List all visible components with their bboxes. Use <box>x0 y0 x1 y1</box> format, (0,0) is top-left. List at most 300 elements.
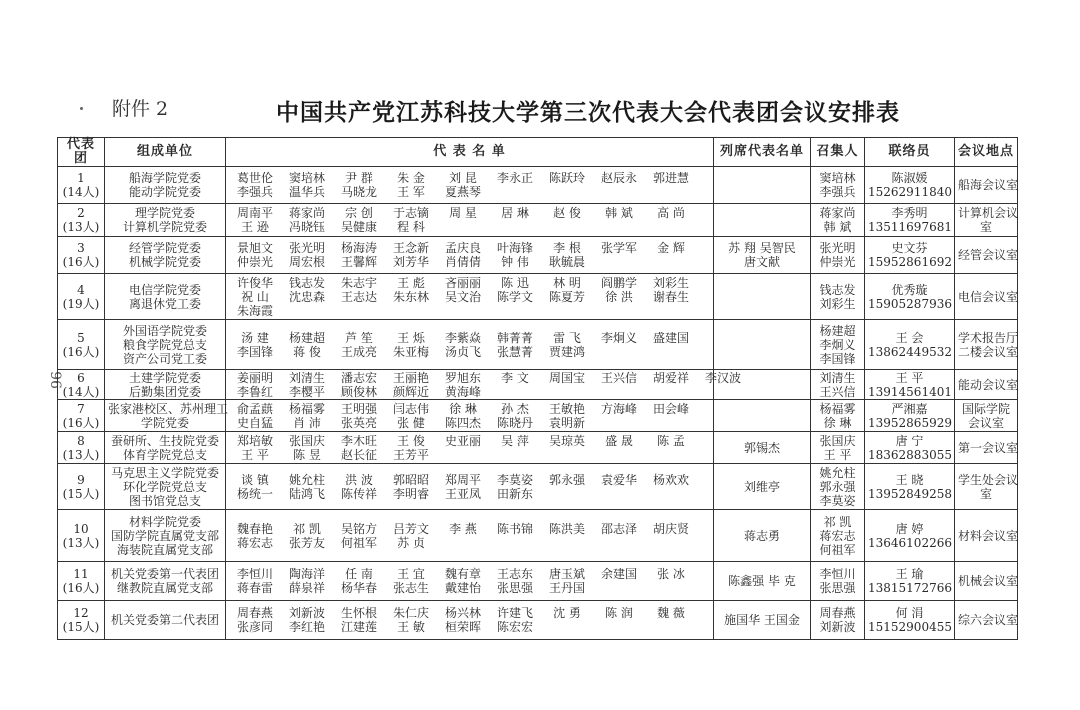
delegate-name: 余建国 <box>600 567 637 581</box>
attendees-cell <box>714 510 811 562</box>
convener-cell <box>811 167 865 204</box>
liaison-cell <box>865 601 955 640</box>
liaison-cell-line: 15905287936 <box>868 296 952 311</box>
convener-cell <box>811 370 865 400</box>
convener-cell-line: 李炯义 <box>819 337 856 352</box>
delegate-names-line <box>229 581 710 595</box>
liaison-cell <box>865 320 955 370</box>
delegate-name: 尹 群 <box>345 171 373 185</box>
convener-cell-line: 李恒川 <box>819 567 856 581</box>
delegate-name: 刘新波 <box>288 606 325 620</box>
location-cell-line: 二楼会议室 <box>958 344 1019 359</box>
delegate-names-cell <box>226 204 714 237</box>
delegation-cell <box>58 601 105 640</box>
units-cell <box>105 464 226 510</box>
delegation-cell-line: (13人) <box>62 535 100 550</box>
convener-cell-line: 徐 琳 <box>823 415 852 430</box>
header-delegation: 代表团 <box>58 138 105 167</box>
convener-cell-line: 张光明 <box>819 241 856 255</box>
units-cell-line: 学院党委 <box>140 415 189 430</box>
delegate-name: 仲崇光 <box>236 255 273 269</box>
delegation-cell-line: 5 <box>77 330 85 345</box>
delegation-cell-line: (15人) <box>62 620 100 634</box>
delegate-name: 李紫焱 <box>444 330 481 345</box>
delegate-name: 魏有章 <box>444 567 481 581</box>
delegate-name: 王志达 <box>340 289 377 304</box>
table-header-row <box>58 138 1018 167</box>
delegation-cell <box>58 464 105 510</box>
delegate-name: 钱志发 <box>288 275 325 290</box>
units-cell-line: 土建学院党委 <box>128 370 201 385</box>
delegate-name: 袁明新 <box>548 415 585 430</box>
delegate-names-cell <box>226 370 741 400</box>
delegate-names-line <box>229 370 741 385</box>
delegate-name: 陈 迅 <box>501 275 529 290</box>
table-row <box>58 601 1018 640</box>
delegate-name: 桓荣晖 <box>444 620 481 634</box>
liaison-cell-line: 18362883055 <box>868 447 952 462</box>
delegate-name: 杨福雾 <box>288 401 325 416</box>
units-cell <box>105 237 226 274</box>
convener-cell-line: 蒋家尚 <box>819 206 856 220</box>
delegate-name: 田新东 <box>496 486 533 501</box>
delegate-names-line <box>229 185 710 199</box>
delegate-names-cell <box>226 464 714 510</box>
units-cell-line: 后勤集团党委 <box>128 384 201 399</box>
attendees-cell-line: 蒋志勇 <box>743 528 780 543</box>
delegate-name: 徐 洪 <box>605 289 633 304</box>
delegate-name: 吴铭方 <box>340 521 377 536</box>
delegate-name: 陆鸿飞 <box>288 486 325 501</box>
delegate-name: 宗 创 <box>345 206 373 220</box>
units-cell <box>105 510 226 562</box>
delegate-name: 肖倩倩 <box>444 255 481 269</box>
delegate-name: 杨兴林 <box>444 606 481 620</box>
location-cell-line: 综六会议室 <box>958 613 1019 627</box>
attachment-label: 附件 2 <box>112 98 169 120</box>
units-cell-line: 体育学院党总支 <box>122 447 207 462</box>
header-convener: 召集人 <box>811 138 865 167</box>
delegate-name: 刘清生 <box>288 370 325 385</box>
liaison-cell-line: 13862449532 <box>868 344 952 359</box>
units-cell <box>105 274 226 320</box>
delegate-names-line <box>229 171 710 185</box>
delegate-name: 祝 山 <box>241 289 269 304</box>
header-liaison: 联络员 <box>865 138 955 167</box>
delegation-cell <box>58 274 105 320</box>
units-cell <box>105 400 229 432</box>
convener-cell <box>811 601 865 640</box>
delegate-name: 张志生 <box>392 581 429 595</box>
delegate-names-line <box>229 255 710 269</box>
delegate-name: 温华兵 <box>288 185 325 199</box>
location-cell-line: 材料会议室 <box>958 528 1019 543</box>
delegate-names-line <box>229 290 710 304</box>
delegate-name: 王丹国 <box>548 581 585 595</box>
delegate-names-cell <box>226 510 714 562</box>
delegate-name: 赵长征 <box>340 447 377 462</box>
location-cell <box>955 370 1018 400</box>
liaison-cell <box>865 464 955 510</box>
location-cell <box>955 204 1018 237</box>
location-cell-line: 国际学院 <box>961 401 1010 416</box>
location-cell-line: 电信会议室 <box>958 289 1019 304</box>
delegate-name: 汤贞飞 <box>444 344 481 359</box>
delegate-name: 李鲁红 <box>236 384 273 399</box>
delegate-name: 李恒川 <box>236 567 273 581</box>
delegate-name: 潘志宏 <box>340 370 377 385</box>
delegate-names-line <box>229 206 710 220</box>
delegation-cell-line: 8 <box>77 433 85 448</box>
delegate-name: 陈书锦 <box>496 521 533 536</box>
delegate-names-cell <box>226 274 714 320</box>
convener-cell <box>811 400 865 432</box>
delegate-name: 郭永强 <box>548 472 585 487</box>
delegate-name: 朱亚梅 <box>392 344 429 359</box>
delegate-name: 吴文治 <box>444 289 481 304</box>
delegate-name: 吕芳文 <box>392 521 429 536</box>
convener-cell-line: 刘清生 <box>819 370 856 385</box>
delegation-cell <box>58 562 105 601</box>
attendees-cell <box>714 400 811 432</box>
delegation-cell-line: (19人) <box>62 296 100 311</box>
delegate-name: 谈 镇 <box>241 472 269 487</box>
delegate-name: 李明睿 <box>392 486 429 501</box>
delegation-cell-line: (16人) <box>62 581 100 595</box>
convener-cell <box>811 320 865 370</box>
delegate-name: 盛 晟 <box>605 433 633 448</box>
convener-cell-line: 周春燕 <box>819 606 856 620</box>
table-row <box>58 274 1018 320</box>
delegate-name: 陈 润 <box>605 606 633 620</box>
delegate-name: 郑周平 <box>444 472 481 487</box>
delegate-name: 阎鹏学 <box>600 275 637 290</box>
delegate-name: 李国锋 <box>236 344 273 359</box>
delegate-name: 洪 波 <box>345 472 373 487</box>
delegate-names-line <box>229 385 710 399</box>
delegation-cell <box>58 320 105 370</box>
delegate-name: 朱仁庆 <box>392 606 429 620</box>
delegation-cell-line: (16人) <box>62 415 100 430</box>
convener-cell <box>811 274 865 320</box>
delegation-cell-line: (16人) <box>62 344 100 359</box>
delegate-names-cell <box>226 237 714 274</box>
delegate-name: 李 文 <box>501 370 529 385</box>
delegate-name: 杨统一 <box>236 486 273 501</box>
header-delegate-list: 代 表 名 单 <box>226 138 714 167</box>
delegate-names-line <box>229 606 710 620</box>
delegation-cell <box>58 370 105 400</box>
delegate-name: 芦 笙 <box>345 330 373 345</box>
delegate-name: 陈 孟 <box>657 433 685 448</box>
delegation-cell <box>58 167 105 204</box>
delegate-name: 夏燕琴 <box>444 185 481 199</box>
convener-cell-line: 韩 斌 <box>823 220 852 234</box>
delegate-name: 王念新 <box>392 241 429 255</box>
location-cell <box>955 274 1018 320</box>
convener-cell-line: 李国锋 <box>819 351 856 366</box>
location-cell <box>955 167 1018 204</box>
delegate-names-line <box>229 331 710 345</box>
location-cell-line: 经管会议室 <box>958 248 1019 262</box>
delegate-name: 李炯义 <box>600 330 637 345</box>
delegate-name: 钟 伟 <box>501 255 529 269</box>
convener-cell <box>811 204 865 237</box>
delegate-names-line <box>229 220 710 234</box>
delegate-name: 王芳平 <box>392 447 429 462</box>
delegate-name: 魏 薇 <box>657 606 685 620</box>
units-cell-line: 机关党委第一代表团 <box>110 567 219 581</box>
convener-cell-line: 窦培林 <box>819 171 856 185</box>
delegate-name: 叶海锋 <box>496 241 533 255</box>
liaison-cell-line: 13815172766 <box>868 581 952 595</box>
delegate-name: 戴建怡 <box>444 581 481 595</box>
delegate-name: 马晓龙 <box>340 185 377 199</box>
liaison-cell <box>865 237 955 274</box>
delegate-name: 魏春艳 <box>236 521 273 536</box>
units-cell-line: 机械学院党委 <box>128 255 201 269</box>
liaison-cell-line: 15952861692 <box>868 255 952 269</box>
liaison-cell-line: 13646102266 <box>868 535 952 550</box>
delegate-name: 张国庆 <box>288 433 325 448</box>
delegate-name: 史自猛 <box>236 415 273 430</box>
delegate-name: 王 宜 <box>397 567 425 581</box>
delegate-name: 张光明 <box>288 241 325 255</box>
delegate-name: 陈四杰 <box>444 415 481 430</box>
location-cell <box>955 601 1018 640</box>
delegation-cell-line: (14人) <box>62 384 100 399</box>
delegate-name: 王 平 <box>241 447 269 462</box>
delegate-name: 赵 俊 <box>553 206 581 220</box>
delegate-name: 周宏根 <box>288 255 325 269</box>
delegate-name: 任 南 <box>345 567 373 581</box>
delegate-name: 罗旭东 <box>444 370 481 385</box>
units-cell-line: 理学院党委 <box>134 206 195 220</box>
liaison-cell-line: 13952865929 <box>868 415 952 430</box>
delegate-name: 李 根 <box>553 241 581 255</box>
units-cell-line: 资产公司党工委 <box>122 351 207 366</box>
delegate-name: 顾俊林 <box>340 384 377 399</box>
delegation-cell <box>58 432 105 464</box>
delegate-name: 李莫姿 <box>496 472 533 487</box>
liaison-cell-line: 陈淑媛 <box>891 171 928 185</box>
delegate-names-line <box>229 522 710 536</box>
delegate-name: 吝丽丽 <box>444 275 481 290</box>
liaison-cell-line: 王 瑜 <box>895 567 924 581</box>
liaison-cell-line: 15152900455 <box>868 620 952 634</box>
attendees-cell-line: 陈鑫强 毕 克 <box>728 574 796 588</box>
delegate-name: 郭昭昭 <box>392 472 429 487</box>
table-row <box>58 562 1018 601</box>
delegate-name: 许俊华 <box>236 275 273 290</box>
delegate-name: 李强兵 <box>236 185 273 199</box>
units-cell-line: 机关党委第二代表团 <box>110 613 219 627</box>
convener-cell-line: 杨建超 <box>819 323 856 338</box>
delegate-name: 王馨辉 <box>340 255 377 269</box>
table-row <box>58 320 1018 370</box>
delegate-name: 徐 琳 <box>449 401 477 416</box>
attendees-cell-line: 施国华 王国金 <box>724 613 800 627</box>
delegate-name: 蒋春雷 <box>236 581 273 595</box>
table-row <box>58 432 1018 464</box>
delegate-name: 王 逊 <box>241 220 269 234</box>
delegate-name: 颜辉近 <box>392 384 429 399</box>
delegate-name: 胡庆贤 <box>652 521 689 536</box>
location-cell-line: 机械会议室 <box>958 574 1019 588</box>
liaison-cell-line: 王 晓 <box>895 472 924 487</box>
location-cell-line: 室 <box>979 486 992 501</box>
delegate-name: 王成亮 <box>340 344 377 359</box>
attendees-cell <box>714 464 811 510</box>
convener-cell-line: 刘彩生 <box>819 296 856 311</box>
units-cell-line: 外国语学院党委 <box>122 323 207 338</box>
delegate-name: 谢春生 <box>652 289 689 304</box>
location-cell-line: 第一会议室 <box>958 440 1019 455</box>
delegate-name: 孟庆良 <box>444 241 481 255</box>
delegate-names-cell <box>226 432 714 464</box>
table-row <box>58 464 1018 510</box>
delegation-cell-line: (13人) <box>62 447 100 462</box>
location-cell <box>955 562 1018 601</box>
convener-cell-line: 王兴信 <box>819 384 856 399</box>
delegate-name: 陶海洋 <box>288 567 325 581</box>
delegate-name: 张思强 <box>496 581 533 595</box>
delegate-name: 孙 杰 <box>501 401 529 416</box>
delegation-cell-line: 9 <box>77 472 85 487</box>
convener-cell <box>811 562 865 601</box>
attendees-cell-line: 唐文献 <box>743 255 780 269</box>
delegation-cell-line: 1 <box>77 171 85 185</box>
convener-cell <box>811 237 865 274</box>
delegation-cell <box>58 400 105 432</box>
attendees-cell <box>714 237 811 274</box>
attendees-cell <box>714 204 811 237</box>
delegation-cell-line: 3 <box>77 241 85 255</box>
delegate-name: 姚允柱 <box>288 472 325 487</box>
units-cell <box>105 320 226 370</box>
units-cell-line: 蚕研所、生技院党委 <box>110 433 219 448</box>
liaison-cell <box>865 370 955 400</box>
delegate-name: 王敏艳 <box>548 401 585 416</box>
delegate-name: 生怀根 <box>340 606 377 620</box>
delegate-names-line <box>229 402 710 416</box>
liaison-cell <box>865 204 955 237</box>
units-cell <box>105 562 226 601</box>
table-row <box>58 370 1018 400</box>
delegate-name: 刘彩生 <box>652 275 689 290</box>
convener-cell <box>811 464 865 510</box>
location-cell <box>955 320 1018 370</box>
delegate-name: 吴琼英 <box>548 433 585 448</box>
units-cell <box>105 370 226 400</box>
convener-cell-line: 李莫姿 <box>819 493 856 508</box>
delegate-name: 李永正 <box>496 171 533 185</box>
table-row <box>58 400 1018 432</box>
units-cell-line: 粮食学院党总支 <box>122 337 207 352</box>
delegate-name: 王兴信 <box>600 370 637 385</box>
delegation-cell <box>58 204 105 237</box>
delegate-name: 于志镝 <box>392 206 429 220</box>
location-cell <box>955 237 1018 274</box>
delegate-names-line <box>229 434 710 448</box>
convener-cell-line: 张思强 <box>819 581 856 595</box>
delegate-name: 陈晓丹 <box>496 415 533 430</box>
delegate-name: 江建莲 <box>340 620 377 634</box>
liaison-cell <box>865 274 955 320</box>
delegate-name: 王志东 <box>496 567 533 581</box>
delegate-names-cell <box>226 167 714 204</box>
delegation-cell-line: (15人) <box>62 486 100 501</box>
location-cell-line: 能动会议室 <box>958 377 1019 392</box>
table-row <box>58 237 1018 274</box>
page-title: 中国共产党江苏科技大学第三次代表大会代表团会议安排表 <box>276 99 900 126</box>
delegation-cell-line: (16人) <box>62 255 100 269</box>
delegate-names-cell <box>226 400 714 432</box>
delegate-name: 杨海涛 <box>340 241 377 255</box>
delegate-names-line <box>229 536 710 550</box>
delegate-name: 居 琳 <box>501 206 529 220</box>
attendees-cell <box>714 562 811 601</box>
delegate-name: 肖 沛 <box>293 415 321 430</box>
delegate-name: 周 星 <box>449 206 477 220</box>
units-cell <box>105 204 226 237</box>
delegate-name: 李红艳 <box>288 620 325 634</box>
delegate-name: 赵辰永 <box>600 171 637 185</box>
delegate-name: 贾建鸿 <box>548 344 585 359</box>
liaison-cell <box>865 510 955 562</box>
delegation-cell <box>58 510 105 562</box>
liaison-cell <box>865 167 955 204</box>
delegate-name: 俞孟蕻 <box>236 401 273 416</box>
location-cell-line: 学生处会议 <box>958 472 1019 487</box>
units-cell-line: 继教院直属党支部 <box>116 581 213 595</box>
delegate-name: 刘芳华 <box>392 255 429 269</box>
location-cell-line: 船海会议室 <box>958 178 1019 192</box>
delegation-cell <box>58 237 105 274</box>
liaison-cell-line: 15262911840 <box>868 185 952 199</box>
delegate-name: 王 军 <box>397 185 425 199</box>
liaison-cell <box>865 562 955 601</box>
delegate-name: 袁爱华 <box>600 472 637 487</box>
delegate-name: 姜丽明 <box>236 370 273 385</box>
units-cell-line: 张家港校区、苏州理工 <box>108 401 229 416</box>
delegate-name: 耿毓晨 <box>548 255 585 269</box>
units-cell-line: 马克思主义学院党委 <box>110 465 219 480</box>
delegate-name: 陈夏芳 <box>548 289 585 304</box>
meeting-schedule-table <box>57 137 1018 640</box>
delegate-name: 陈宏宏 <box>496 620 533 634</box>
attendees-cell-line: 刘维亭 <box>743 479 780 494</box>
delegate-name: 祁 凯 <box>293 521 321 536</box>
units-cell-line: 图书馆党总支 <box>128 493 201 508</box>
delegate-name: 田会峰 <box>652 401 689 416</box>
delegate-name: 李 燕 <box>449 521 477 536</box>
delegate-names-line <box>229 620 710 634</box>
delegate-names-line <box>229 345 710 359</box>
convener-cell <box>811 510 865 562</box>
units-cell <box>105 167 226 204</box>
delegate-name: 黄海峰 <box>444 384 481 399</box>
delegate-name: 苏 贞 <box>397 535 425 550</box>
delegation-cell-line: 7 <box>77 401 85 416</box>
delegate-name: 薛泉祥 <box>288 581 325 595</box>
liaison-cell <box>865 432 955 464</box>
attendees-cell <box>714 320 811 370</box>
delegate-names-line <box>229 304 710 318</box>
delegate-names-line <box>229 567 710 581</box>
location-cell-line: 学术报告厅 <box>958 330 1019 345</box>
liaison-cell-line: 王 平 <box>895 370 924 385</box>
